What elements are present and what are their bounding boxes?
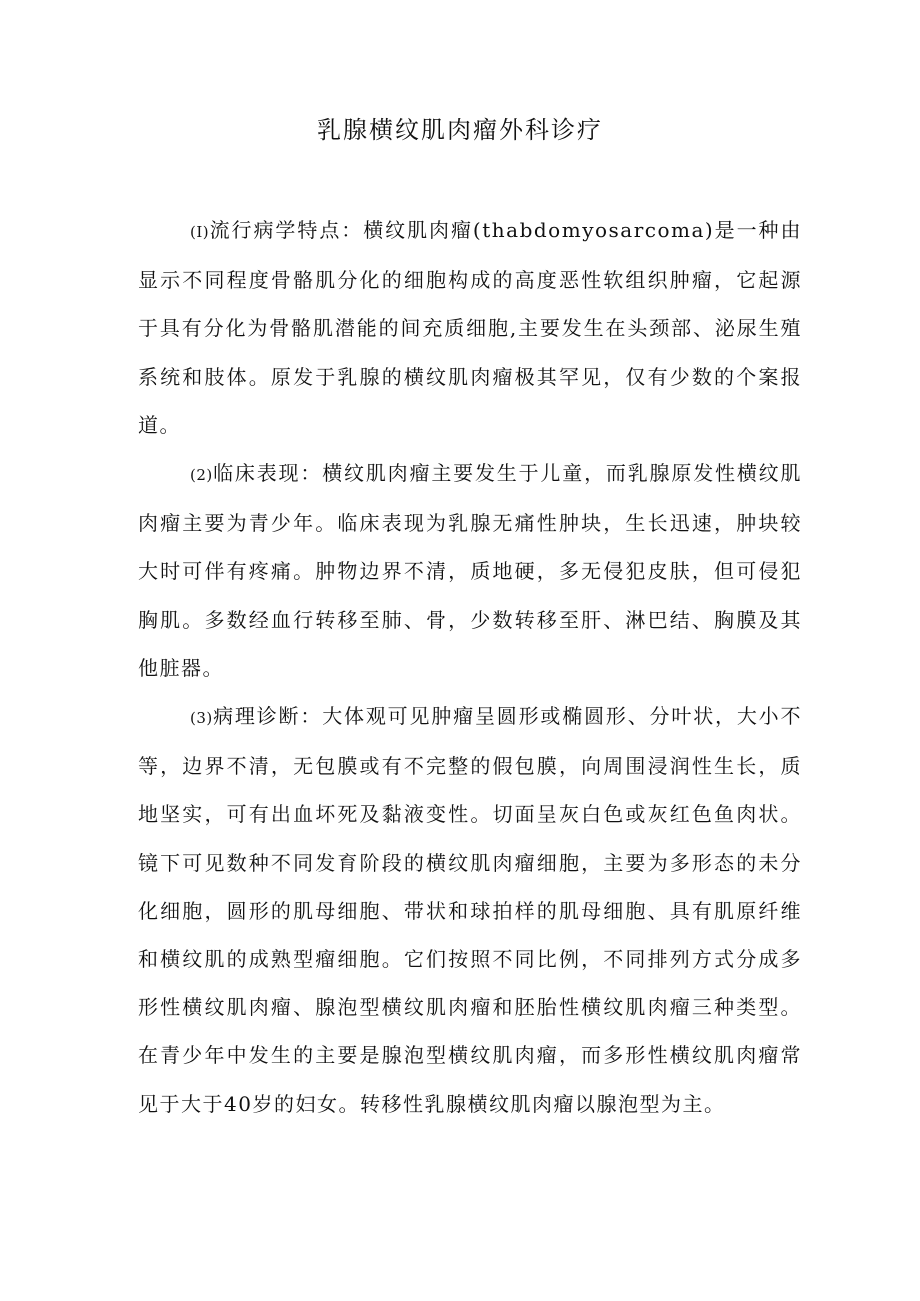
paragraph-number: (3)	[190, 709, 213, 728]
paragraph-clinical-presentation	[138, 449, 802, 692]
paragraph-epidemiology	[138, 206, 802, 449]
paragraph-text: 流行病学特点：横纹肌肉瘤(thabdomyosarcoma)是一种由显示不同程度骨骼肌分化的细胞构成的高度恶性软组织肿瘤，它起源于具有分化为骨骼肌潜能的间充质细胞,主要发生在头颈部、泌尿生殖系统和肢体。原发于乳腺的横纹肌肉瘤极其罕见，仅有少数的个案报道。	[138, 218, 802, 437]
paragraph-number: (2)	[190, 466, 213, 485]
document-body	[138, 206, 802, 1128]
document-title: 乳腺横纹肌肉瘤外科诊疗	[317, 116, 603, 144]
paragraph-text: 临床表现：横纹肌肉瘤主要发生于儿童，而乳腺原发性横纹肌肉瘤主要为青少年。临床表现为乳腺无痛性肿块，生长迅速，肿块较大时可伴有疼痛。肿物边界不清，质地硬，多无侵犯皮肤，但可侵犯胸肌。多数经血行转移至肺、骨，少数转移至肝、淋巴结、胸膜及其他脏器。	[138, 461, 802, 680]
paragraph-number: (I)	[190, 223, 210, 241]
paragraph-pathology	[138, 692, 802, 1128]
paragraph-text: 病理诊断：大体观可见肿瘤呈圆形或椭圆形、分叶状，大小不等，边界不清，无包膜或有不完整的假包膜，向周围浸润性生长，质地坚实，可有出血坏死及黏液变性。切面呈灰白色或灰红色鱼肉状。镜下可见数种不同发育阶段的横纹肌肉瘤细胞，主要为多形态的未分化细胞，圆形的肌母细胞、带状和球拍样的肌母细胞、具有肌原纤维和横纹肌的成熟型瘤细胞。它们按照不同比例，不同排列方式分成多形性横纹肌肉瘤、腺泡型横纹肌肉瘤和胚胎性横纹肌肉瘤三种类型。在青少年中发生的主要是腺泡型横纹肌肉瘤，而多形性横纹肌肉瘤常见于大于40岁的妇女。转移性乳腺横纹肌肉瘤以腺泡型为主。	[138, 704, 802, 1116]
